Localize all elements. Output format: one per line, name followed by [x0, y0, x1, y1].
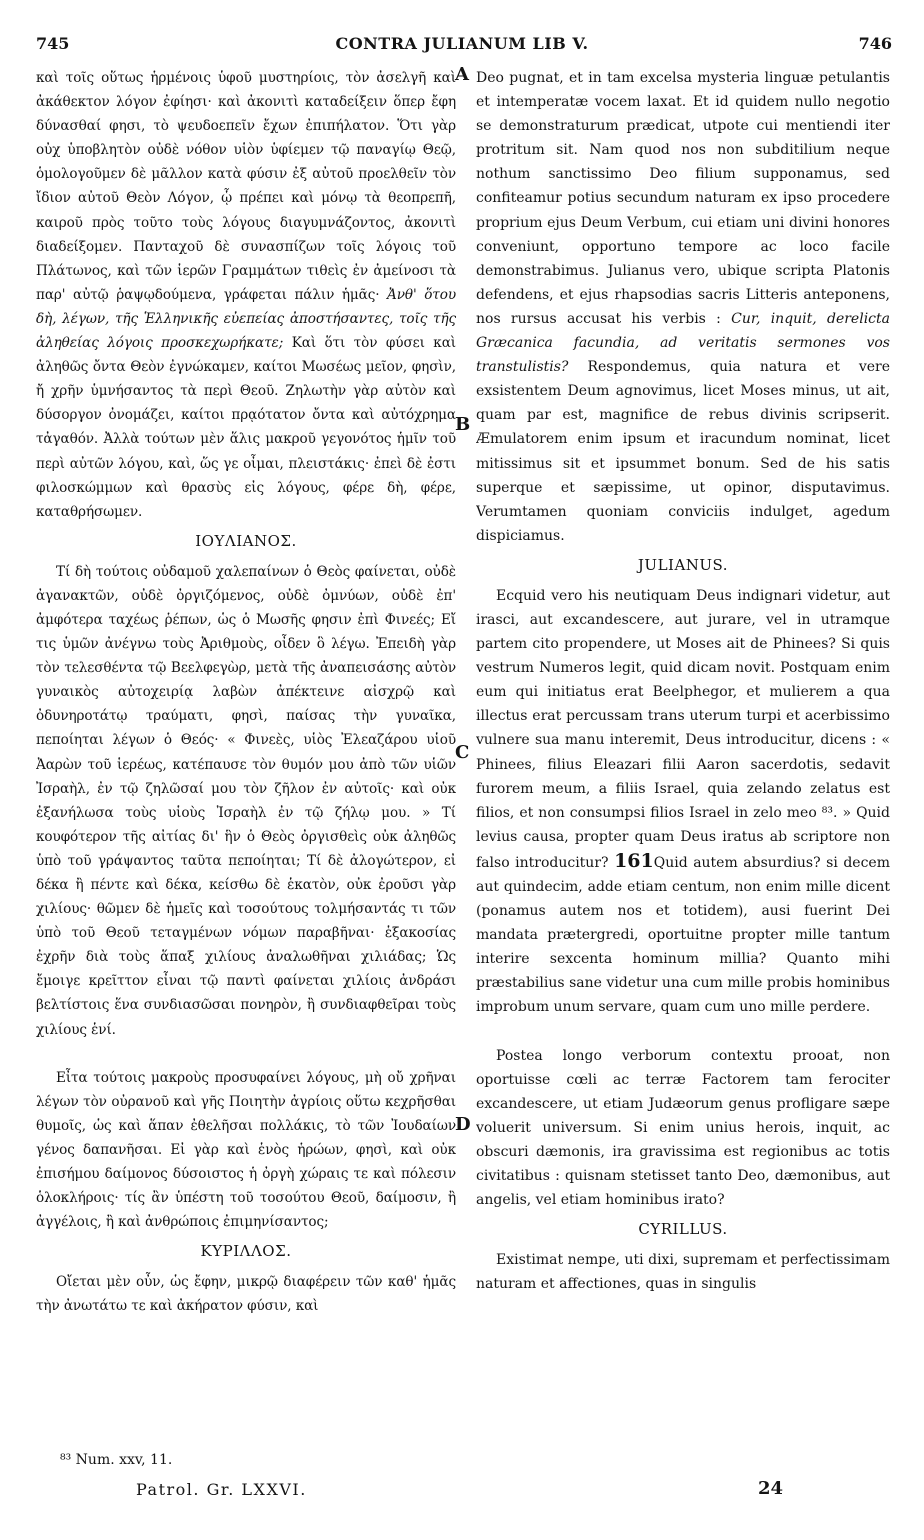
latin-heading-cyrillus: CYRILLUS. — [638, 1220, 728, 1239]
latin-paragraph-3: Postea longo verborum contextu prooat, non oportuisse cœli ac terræ Factorem tam ferociter excandescere, ut etiam Judæorum genus profligare sæpe voluerit universum. Si enim unius herois, inquit, ac obscuri dæmonis, ira gravissima est regionibus ac totis civitatibus : quisnam stetisset tanto Deo, dæmonibus, aut angelis, vel etiam hominibus irato? — [476, 1047, 890, 1209]
margin-letter-d: D — [455, 1114, 471, 1135]
page-header — [0, 34, 924, 58]
greek-column — [36, 66, 456, 1450]
latin-paragraph-2: Ecquid vero his neutiquam Deus indignari videtur, aut irasci, aut excandescere, aut jurare, vel in utramque partem cito propendere, ut Moses ait de Phinees? Si quis vestrum Numeros legit, quid dicam novit. Postquam enim eum qui initiatus erat Beelphegor, et mulierem a qua illectus erat percussam trans uterum turpi et acerbissimo vulnere sua manu interemit, Deus introducitur, dicens : « Phinees, filius Eleazari filii Aaron sacerdotis, sedavit furorem meum, a filiis Israel, quia zelando zelatus est filios, et non consumpsi filios Israel in zelo meo ⁸³. » Quid levius causa, propter quam Deus iratus ab scriptore non falso introducitur? 161Quid autem absurdius? si decem aut quindecim, adde etiam centum, non enim mille dicent (ponamus autem nos et totidem), ausi fuerint Dei mandata prætergredi, oportuitne propter mille tantum interire sexcenta hominum millia? Quanto mihi præstabilius sane videtur una cum mille probis hominibus improbum unum servare, quam cum uno mille perdere. — [476, 587, 890, 1016]
sheet-number: 24 — [758, 1478, 784, 1499]
latin-quote: Cur, inquit, derelicta Græcanica facundia, ad veritatis sermones vos transtulistis? — [476, 310, 890, 376]
footnote: ⁸³ Num. xxv, 11. — [60, 1452, 173, 1468]
running-title: CONTRA JULIANUM LIB V. — [335, 34, 589, 53]
greek-quote: Ἀνθ' ὅτου δὴ, λέγων, τῆς Ἑλληνικῆς εὐεπείας ἀποστήσαντες, τοῖς τῆς ἀληθείας λόγοις προσκεχωρήκατε; — [36, 286, 456, 352]
margin-letter-c: C — [455, 742, 470, 763]
greek-heading-julianus: ΙΟΥΛΙΑΝΟΣ. — [195, 531, 297, 550]
margin-letter-a: A — [455, 64, 469, 85]
greek-heading-cyrillus: ΚΥΡΙΛΛΟΣ. — [200, 1242, 292, 1261]
page-footer — [36, 1452, 896, 1512]
greek-paragraph-3: Εἶτα τούτοις μακροὺς προσυφαίνει λόγους, μὴ οὔ χρῆναι λέγων τὸν οὐρανοῦ καὶ γῆς Ποιητὴν ἀγρίοις οὕτω κεχρῆσθαι θυμοῖς, ὡς καὶ ἅπαν ἐθελῆσαι πολλάκις, τὸ τῶν Ἰουδαίων γένος δαπανῆσαι. Εἰ γὰρ καὶ ἑνὸς ἡρώων, φησὶ, καὶ οὐκ ἐπισήμου δαίμονος δύσοιστος ἡ ὀργὴ χώραις τε καὶ πόλεσιν ὁλοκλήροις· τίς ἂν ὑπέστη τοῦ τοσούτου Θεοῦ, δαίμοσιν, ἢ ἀγγέλοις, ἢ καὶ ἀνθρώποις ἐπιμηνίσαντος; — [36, 1069, 456, 1231]
greek-paragraph-4: Οἴεται μὲν οὖν, ὡς ἔφην, μικρῷ διαφέρειν τῶν καθ' ἡμᾶς τὴν ἀνωτάτω τε καὶ ἀκήρατον φύσιν, καὶ — [36, 1274, 456, 1315]
latin-heading-julianus: JULIANUS. — [637, 555, 729, 574]
latin-paragraph-1: Deo pugnat, et in tam excelsa mysteria linguæ petulantis et intemperatæ vocem laxat. Et id quidem nullo negotio se demonstraturum prædicat, utpote cui mentiendi iter protritum sit. Nam quod nos non subditilium neque nothum sanctissimo Deo filium supponamus, sed confiteamur potius secundum naturam ex ipso procedere proprium ejus Deum Verbum, cui etiam uni divini honores conveniunt, opportuno tempore ac loco facile demonstrabimus. Julianus vero, ubique scripta Platonis defendens, et ejus rhapsodias sacris Litteris anteponens, nos rursus accusat his verbis : Cur, inquit, derelicta Græcanica facundia, ad veritatis sermones vos transtulistis? Respondemus, quia natura et vere exsistentem Deum agnovimus, licet Moses minus, ut ait, quam par est, magnifice de rebus divinis scripserit. Æmulatorem enim ipsum et iracundum nominat, licet mitissimus sit et ipsummet bonum. Sed de his satis superque et sæpissime, ut opinor, disputavimus. Verumtamen quoniam conviciis indulget, agedum dispiciamus. — [476, 70, 890, 544]
column-number: 161 — [614, 849, 654, 872]
latin-column — [476, 66, 890, 1450]
page-number-right: 746 — [858, 34, 892, 53]
greek-paragraph-1: καὶ τοῖς οὕτως ἡρμένοις ὑφοῦ μυστηρίοις, τὸν ἀσελγῆ καὶ ἀκάθεκτον λόγον ἐφίησι· καὶ ἀκονιτὶ καταδείξειν ὅπερ ἔφη δύνασθαί φησι, τὸ ψευδοεπεῖν ἔχων ἐπιπήλατον. Ὅτι γὰρ οὐχ ὑποβλητὸν οὐδὲ νόθον υἱὸν ὑφίεμεν τῷ παναγίῳ Θεῷ, ὁμολογοῦμεν δὲ μᾶλλον κατὰ φύσιν ἐξ αὐτοῦ προελθεῖν τὸν ἴδιον αὐτοῦ Θεὸν Λόγον, ᾧ πρέπει καὶ μόνῳ τὰ θεοπρεπῆ, καιροῦ πρὸς τοῦτο τοὺς λόγους διαγυμνάζοντος, ἀκονιτὶ διαδείξομεν. Πανταχοῦ δὲ συνασπίζων τοῖς λόγοις τοῦ Πλάτωνος, καὶ τῶν ἱερῶν Γραμμάτων τιθεὶς ἐν ἀμείνοσι τὰ παρ' αὐτῷ ῥαψῳδούμενα, γράφεται πάλιν ἡμᾶς· Ἀνθ' ὅτου δὴ, λέγων, τῆς Ἑλληνικῆς εὐεπείας ἀποστήσαντες, τοῖς τῆς ἀληθείας λόγοις προσκεχωρήκατε; Καὶ ὅτι τὸν φύσει καὶ ἀληθῶς ὄντα Θεὸν ἐγνώκαμεν, καίτοι Μωσέως μεῖον, φησὶν, ἤ χρῆν ὑμνήσαντος τὰ περὶ Θεοῦ. Ζηλωτὴν γὰρ αὐτὸν καὶ δύσοργον ὀνομάζει, καίτοι πρᾳότατον ὄντα καὶ αὐτόχρημα τἀγαθόν. Ἀλλὰ τούτων μὲν ἅλις μακροῦ γεγονότος ἡμῖν τοῦ περὶ αὐτῶν λόγου, καὶ, ὥς γε οἶμαι, πλειστάκις· ἐπεὶ δὲ ἐστι φιλοσκώμμων καὶ θρασὺς εἰς λόγους, φέρε δὴ, φέρε, καταθρήσωμεν. — [36, 70, 456, 520]
greek-paragraph-2: Τί δὴ τούτοις οὐδαμοῦ χαλεπαίνων ὁ Θεὸς φαίνεται, οὐδὲ ἀγανακτῶν, οὐδὲ ὀργιζόμενος, οὐδὲ ὀμνύων, οὐδὲ ἐπ' ἀμφότερα ταχέως ῥέπων, ὡς ὁ Μωσῆς φησιν ἐπὶ Φινεές; Εἴ τις ὑμῶν ἀνέγνω τοὺς Ἀριθμοὺς, οἶδεν ὃ λέγω. Ἐπειδὴ γὰρ τὸν τελεσθέντα τῷ Βεελφεγὼρ, μετὰ τῆς ἀναπεισάσης αὐτὸν γυναικὸς αὐτοχειρίᾳ λαβὼν ἀπέκτεινε αἰσχρῷ καὶ ὀδυνηροτάτῳ τραύματι, φησὶ, παίσας τὴν γυναῖκα, πεποίηται λέγων ὁ Θεός· « Φινεὲς, υἱὸς Ἐλεαζάρου υἱοῦ Ἀαρὼν τοῦ ἱερέως, κατέπαυσε τὸν θυμόν μου ἀπὸ τῶν υἱῶν Ἰσραὴλ, ἐν τῷ ζηλῶσαί μου τὸν ζῆλον ἐν αὐτοῖς· καὶ οὐκ ἐξανήλωσα τοὺς υἱοὺς Ἰσραὴλ ἐν τῷ ζήλῳ μου. » Τί κουφότερον τῆς αἰτίας δι' ἣν ὁ Θεὸς ὀργισθεὶς οὐκ ἀληθῶς ὑπὸ τοῦ γράψαντος ταῦτα πεποίηται; Τί δὲ ἀλογώτερον, εἰ δέκα ἢ πέντε καὶ δέκα, κείσθω δὲ ἑκατὸν, οὐκ ἐροῦσι γὰρ χιλίους· θῶμεν δὲ ἡμεῖς καὶ τοσούτους τολμήσαντάς τι τῶν ὑπὸ τοῦ Θεοῦ τεταγμένων νόμων παραβῆναι· ἑξακοσίας ἐχρῆν διὰ τοὺς ἅπαξ χιλίους ἀναλωθῆναι χιλιάδας; Ὡς ἔμοιγε κρεῖττον εἶναι τῷ παντὶ φαίνεται χιλίοις ἀνδράσι βελτίστοις ἕνα συνδιασῶσαι πονηρὸν, ἢ συνδιαφθεῖραι τοὺς χιλίους ἑνί. — [36, 563, 456, 1038]
series-signature: Patrol. Gr. LXXVI. — [136, 1480, 307, 1499]
latin-paragraph-4: Existimat nempe, uti dixi, supremam et perfectissimam naturam et affectiones, quas in singulis — [476, 1252, 890, 1293]
margin-letter-b: B — [455, 414, 471, 435]
page-number-left: 745 — [36, 34, 70, 53]
